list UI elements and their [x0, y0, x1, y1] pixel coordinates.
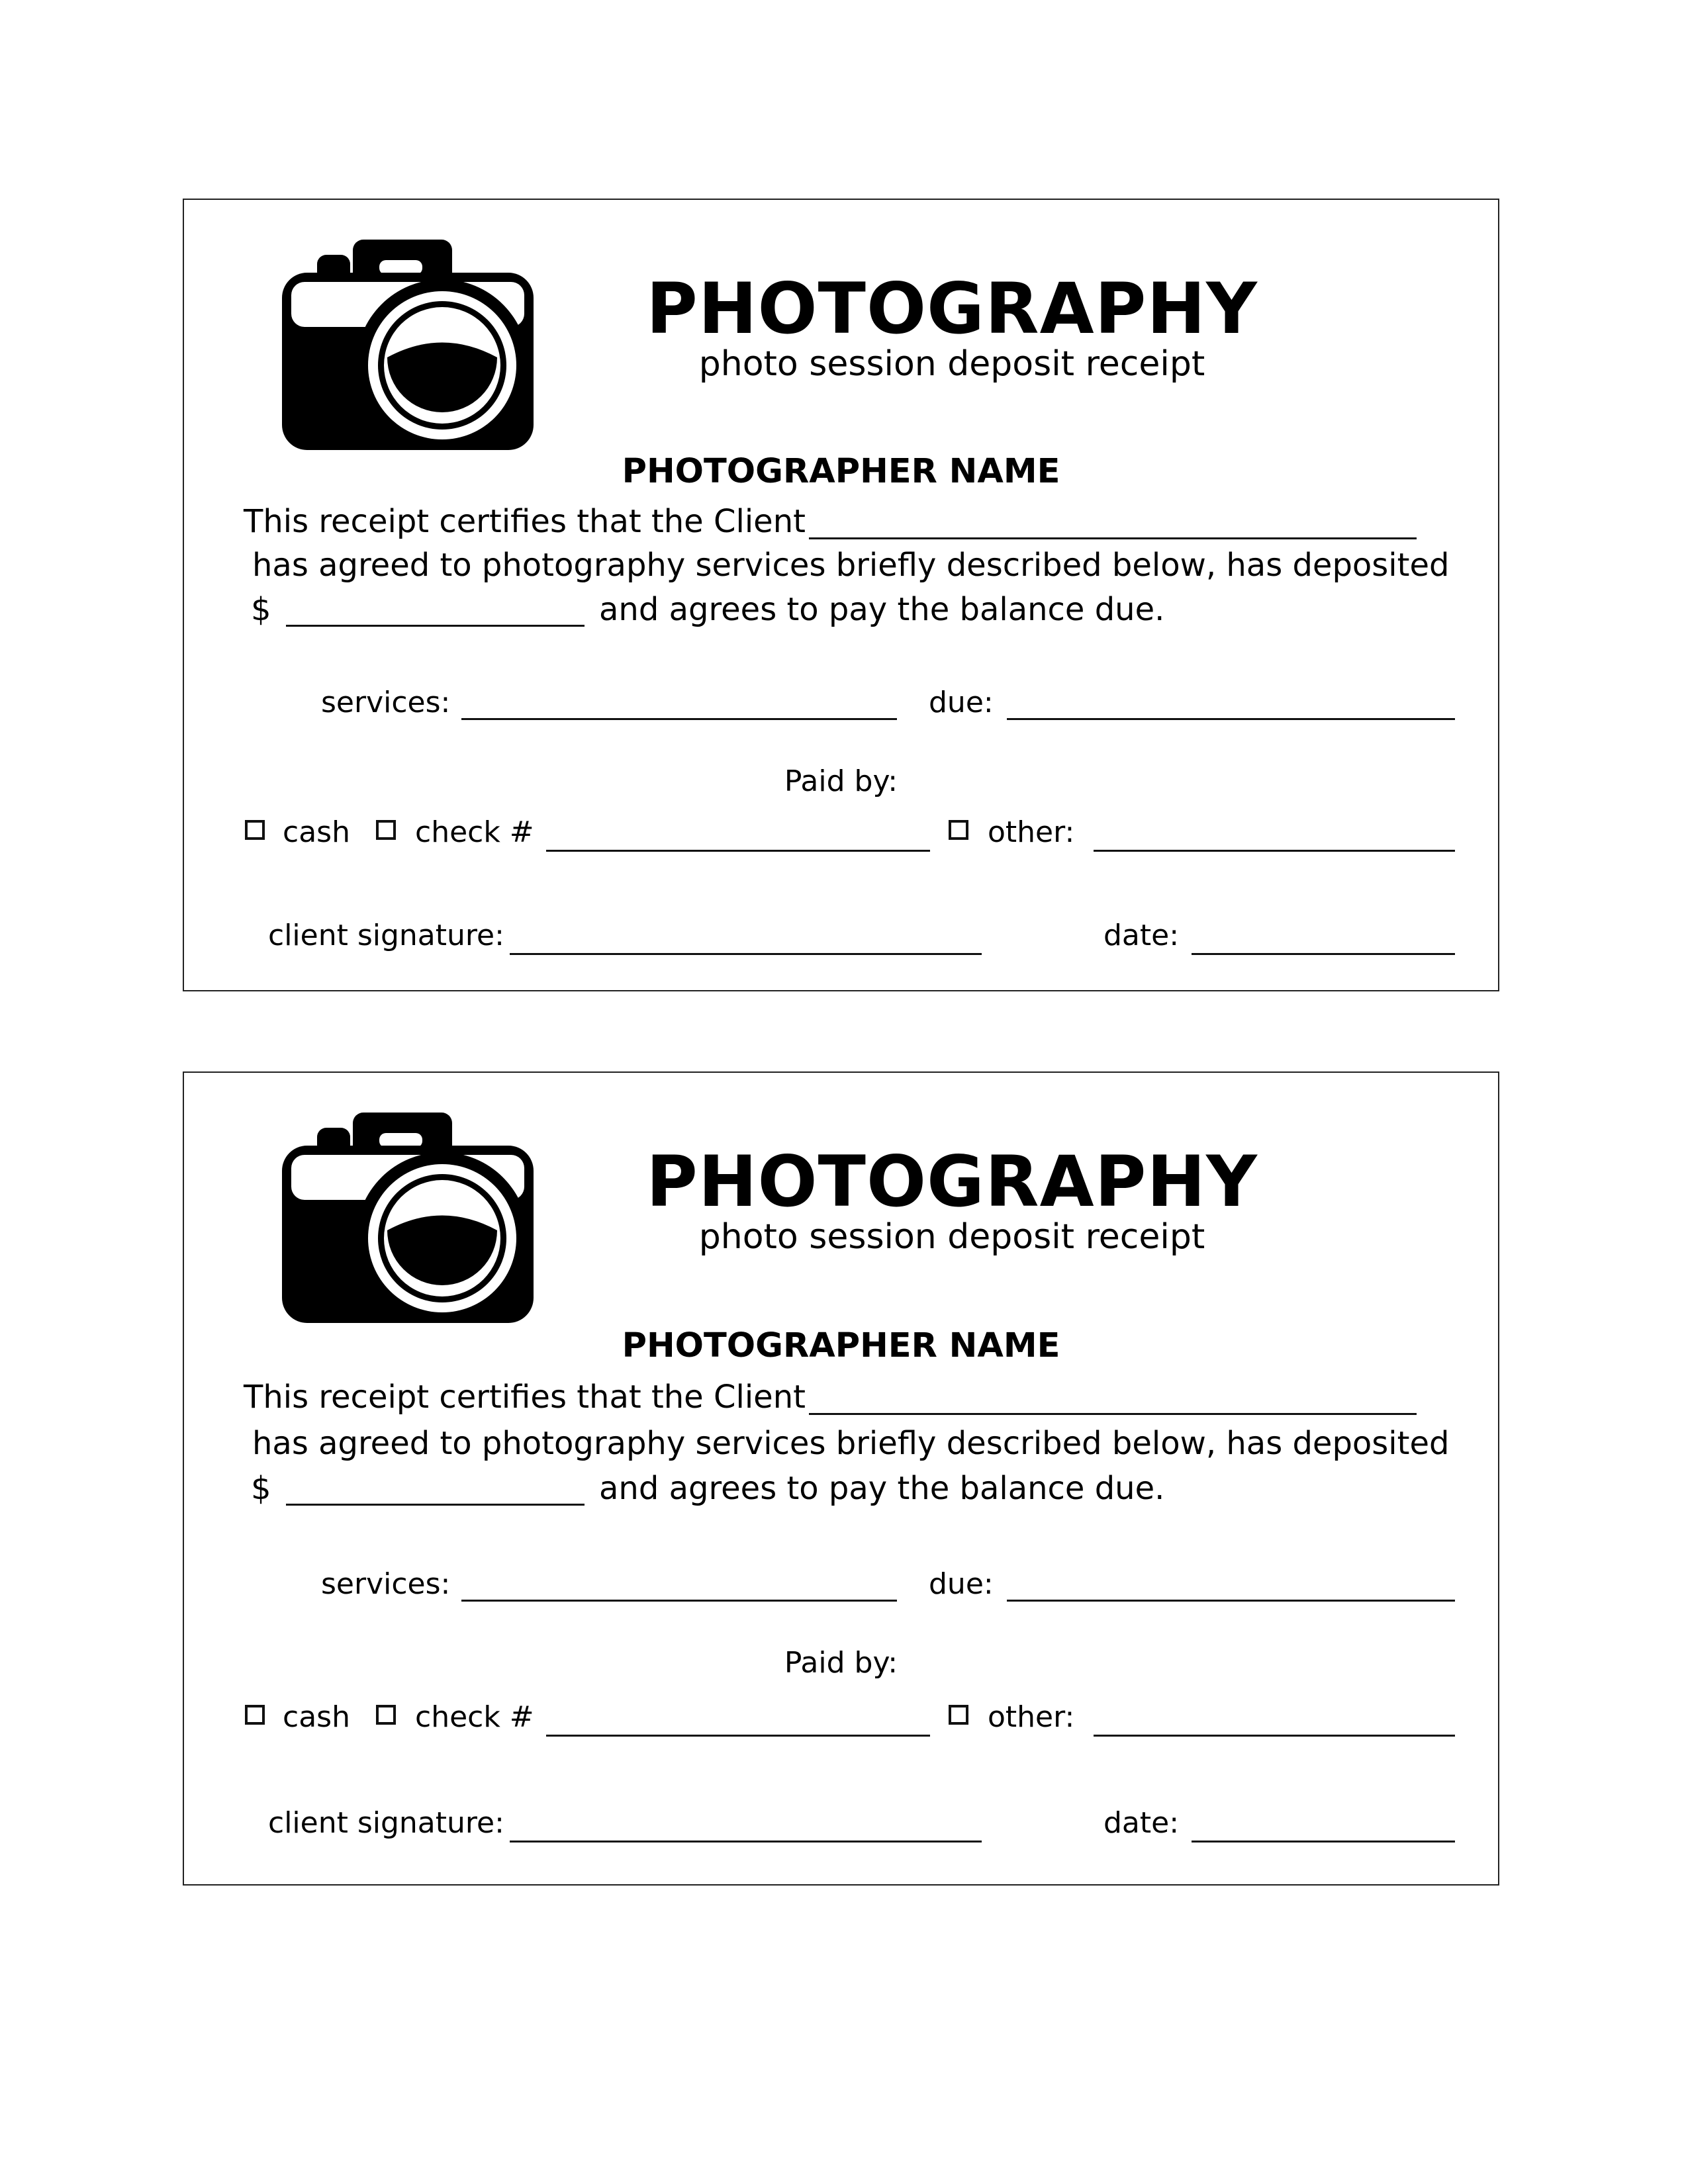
receipt-subtitle: photo session deposit receipt — [698, 344, 1205, 384]
certify-text: This receipt certifies that the Client — [244, 503, 806, 540]
deposit-amount-line[interactable] — [286, 625, 585, 627]
receipt-card-1 — [183, 199, 1499, 991]
other-line[interactable] — [1094, 850, 1455, 852]
other-line[interactable] — [1094, 1735, 1455, 1737]
services-line[interactable] — [461, 1600, 897, 1602]
check-number-line[interactable] — [546, 1735, 930, 1737]
check-label: check # — [415, 815, 534, 849]
agreed-text: has agreed to photography services briefly described below, has deposited — [252, 547, 1450, 584]
cash-label: cash — [283, 1700, 350, 1734]
other-checkbox[interactable] — [949, 1705, 968, 1725]
signature-line[interactable] — [510, 1841, 982, 1843]
date-line[interactable] — [1192, 1841, 1455, 1843]
due-label: due: — [929, 686, 994, 719]
other-label: other: — [988, 1700, 1075, 1734]
camera-icon — [280, 238, 535, 450]
services-label: services: — [321, 686, 451, 719]
check-number-line[interactable] — [546, 850, 930, 852]
cash-checkbox[interactable] — [245, 820, 265, 840]
certify-text: This receipt certifies that the Client — [244, 1379, 806, 1416]
dollar-sign: $ — [251, 591, 271, 628]
services-label: services: — [321, 1567, 451, 1601]
deposit-amount-line[interactable] — [286, 1504, 585, 1506]
other-checkbox[interactable] — [949, 820, 968, 840]
date-label: date: — [1103, 919, 1180, 952]
camera-icon — [280, 1111, 535, 1323]
agreed-text: has agreed to photography services briefly described below, has deposited — [252, 1425, 1450, 1462]
date-line[interactable] — [1192, 953, 1455, 955]
client-name-line[interactable] — [809, 537, 1417, 539]
dollar-sign: $ — [251, 1470, 271, 1507]
due-label: due: — [929, 1567, 994, 1601]
due-line[interactable] — [1007, 718, 1455, 720]
cash-checkbox[interactable] — [245, 1705, 265, 1725]
check-checkbox[interactable] — [376, 820, 396, 840]
paid-by-label: Paid by: — [784, 1646, 898, 1680]
receipt-card-2 — [183, 1071, 1499, 1886]
services-line[interactable] — [461, 718, 897, 720]
other-label: other: — [988, 815, 1075, 849]
balance-text: and agrees to pay the balance due. — [599, 1470, 1165, 1507]
client-name-line[interactable] — [809, 1413, 1417, 1415]
signature-line[interactable] — [510, 953, 982, 955]
photographer-name: PHOTOGRAPHER NAME — [622, 1326, 1060, 1365]
signature-label: client signature: — [268, 919, 504, 952]
receipt-title: PHOTOGRAPHY — [646, 1141, 1258, 1222]
paid-by-label: Paid by: — [784, 764, 898, 798]
check-checkbox[interactable] — [376, 1705, 396, 1725]
receipt-subtitle: photo session deposit receipt — [698, 1217, 1205, 1257]
photographer-name: PHOTOGRAPHER NAME — [622, 452, 1060, 491]
receipt-title: PHOTOGRAPHY — [646, 268, 1258, 349]
balance-text: and agrees to pay the balance due. — [599, 591, 1165, 628]
check-label: check # — [415, 1700, 534, 1734]
cash-label: cash — [283, 815, 350, 849]
signature-label: client signature: — [268, 1806, 504, 1840]
date-label: date: — [1103, 1806, 1180, 1840]
due-line[interactable] — [1007, 1600, 1455, 1602]
